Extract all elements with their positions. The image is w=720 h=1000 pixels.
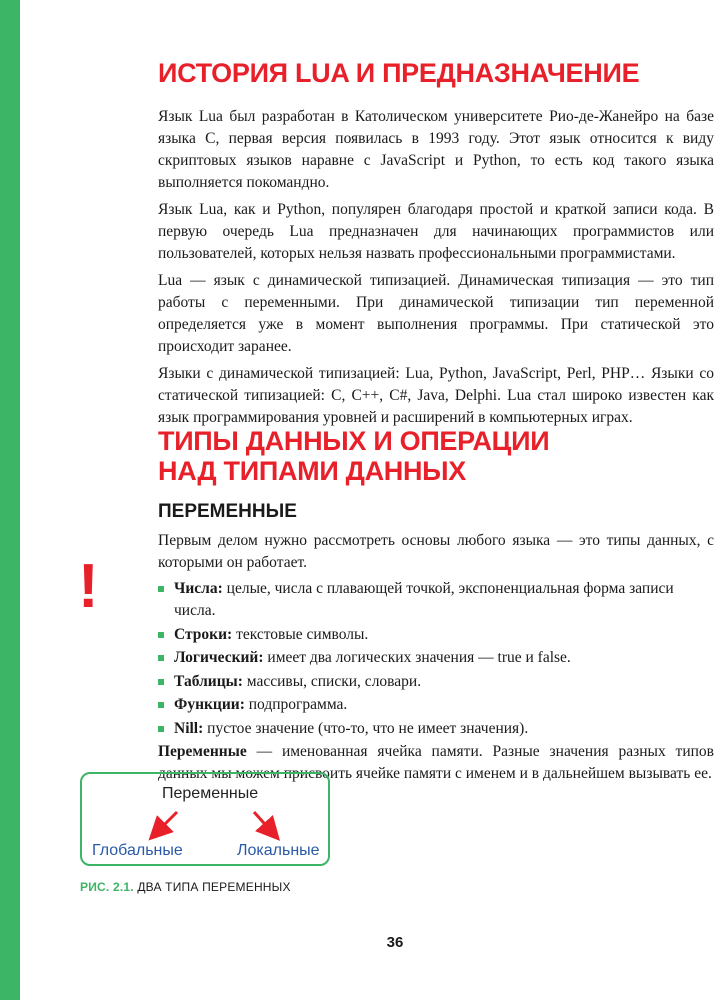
section-title-line-1: ТИПЫ ДАННЫХ И ОПЕРАЦИИ <box>158 426 550 456</box>
figure-caption-number: РИС. 2.1. <box>80 880 134 894</box>
list-item <box>158 624 714 646</box>
list-item <box>158 647 714 669</box>
figure-caption <box>80 880 291 894</box>
list-item <box>158 671 714 693</box>
list-item-text: пустое значение (что-то, что не имеет значения). <box>203 719 529 737</box>
paragraph-3: Lua — язык с динамической типизацией. Динамическая типизация — это тип работы с переменными. При динамической типизации тип переменной определяется уже в момент выполнения программы. При статической это происходит заранее. <box>158 272 714 355</box>
data-types-list <box>158 578 714 740</box>
diagram-global-label: Глобальные <box>92 842 183 859</box>
bullet-square-icon <box>158 655 164 661</box>
bullet-square-icon <box>158 586 164 592</box>
list-item <box>158 718 714 740</box>
paragraph-4: Языки с динамической типизацией: Lua, Python, JavaScript, Perl, PHP… Языки со статической типизацией: C, C++, C#, Java, Delphi. Lua стал широко известен как язык программирования уровней и расширений в компьютерных играх. <box>158 365 714 426</box>
bullet-square-icon <box>158 702 164 708</box>
list-item-text: целые, числа с плавающей точкой, экспоненциальная форма записи числа. <box>174 580 674 619</box>
paragraph-1: Язык Lua был разработан в Католическом университете Рио-де-Жанейро на базе языка С, первая версия появилась в 1993 году. Этот язык относится к виду скриптовых языков наравне с JavaScript и Python, то есть код такого языка выполняется покомандно. <box>158 108 714 191</box>
list-item-term: Таблицы: <box>174 672 243 690</box>
list-item-term: Nill: <box>174 719 204 737</box>
list-item <box>158 694 714 716</box>
list-item-text: текстовые символы. <box>232 625 369 643</box>
list-item-term: Строки: <box>174 625 233 643</box>
diagram-root-label: Переменные <box>162 785 259 802</box>
paragraph-2: Язык Lua, как и Python, популярен благодаря простой и краткой записи кода. В первую очередь Lua предназначен для начинающих программистов или пользователей, которых нельзя назвать профессиональными программистами. <box>158 201 714 262</box>
exclamation-icon: ! <box>78 552 99 621</box>
page-number: 36 <box>386 934 404 951</box>
list-item <box>158 578 714 622</box>
subsection-title-variables: ПЕРЕМЕННЫЕ <box>158 501 297 522</box>
list-item-term: Логический: <box>174 649 264 666</box>
section-title-data-types <box>158 426 549 486</box>
list-item-text: имеет два логических значения — true и false. <box>263 649 571 666</box>
intro-paragraph: Первым делом нужно рассмотреть основы любого языка — это типы данных, с которыми он работает. <box>158 532 714 571</box>
list-item-term: Числа: <box>174 580 223 597</box>
bullet-square-icon <box>158 632 164 638</box>
main-content <box>158 58 714 782</box>
list-item-text: подпрограмма. <box>244 696 348 713</box>
arrow-to-global <box>157 812 177 832</box>
bullet-square-icon <box>158 679 164 685</box>
section2-body <box>158 530 714 785</box>
section-title-history: ИСТОРИЯ LUA И ПРЕДНАЗНАЧЕНИЕ <box>158 58 640 88</box>
section-title-line-2: НАД ТИПАМИ ДАННЫХ <box>158 456 467 486</box>
variables-diagram <box>80 772 330 866</box>
bullet-square-icon <box>158 726 164 732</box>
list-item-term: Функции: <box>174 696 245 713</box>
figure-caption-text: ДВА ТИПА ПЕРЕМЕННЫХ <box>133 880 291 894</box>
arrow-to-local <box>254 812 272 832</box>
diagram-local-label: Локальные <box>237 842 320 859</box>
side-color-bar <box>0 0 20 1000</box>
variables-term: Переменные <box>158 743 247 760</box>
list-item-text: массивы, списки, словари. <box>242 672 422 690</box>
variables-text: — именованная ячейка памяти. Разные значения разных типов данных мы можем присвоить ячейке памяти с именем и в дальнейшем вызывать ее. <box>158 743 714 782</box>
